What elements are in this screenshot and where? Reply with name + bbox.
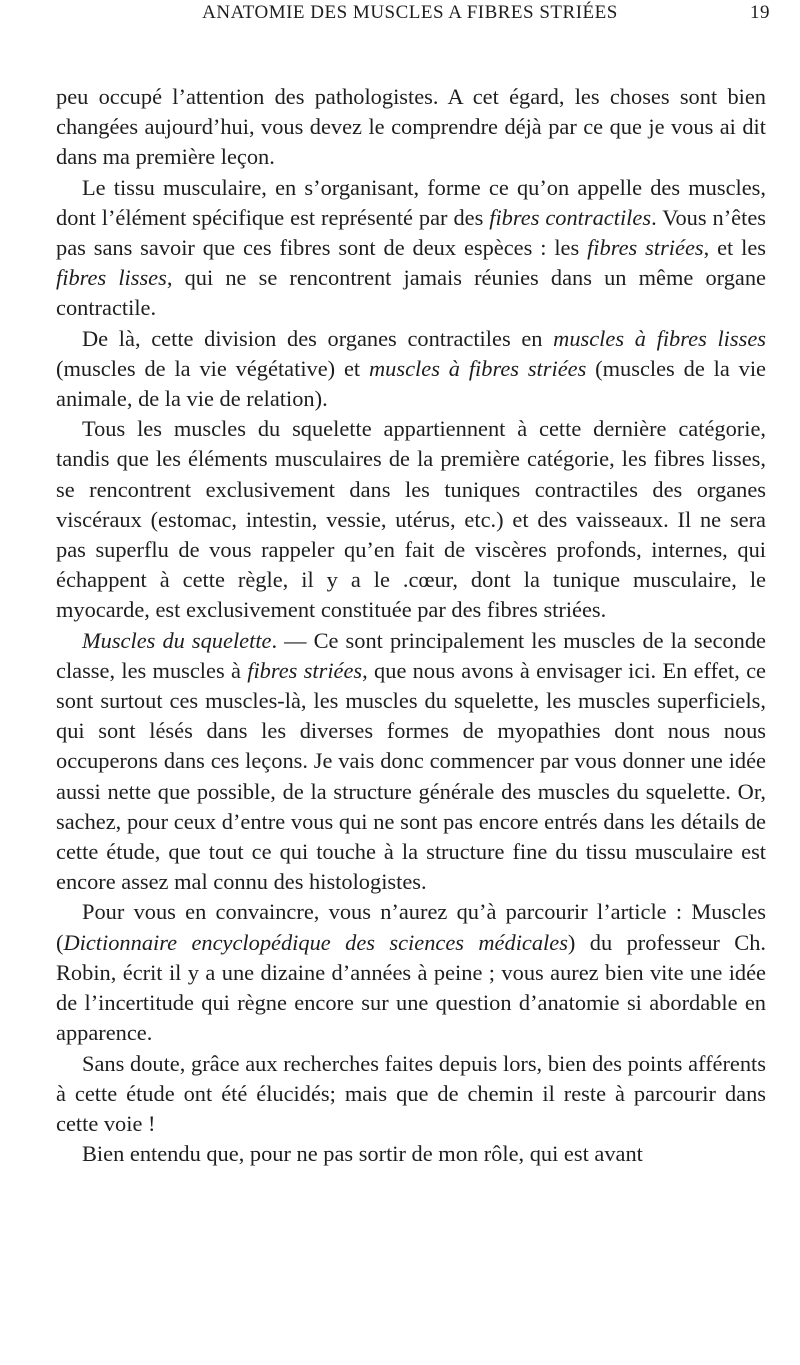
- paragraph: [56, 897, 766, 1048]
- page-number: 19: [750, 2, 770, 23]
- text-run: (muscles de la vie végétative) et: [56, 355, 370, 381]
- body-text: [56, 82, 766, 1169]
- text-run: Bien entendu que, pour ne pas sortir de mon rôle, qui est avant: [82, 1141, 643, 1167]
- text-run: . Vous n’êtes pas sans savoir que ces fibres sont de deux espèces : les: [56, 204, 766, 261]
- text-run: , et les: [703, 235, 766, 261]
- italic-text: fibres striées: [247, 657, 363, 683]
- text-run: De là, cette division des organes contractiles en: [82, 325, 554, 351]
- text-run: , que nous avons à envisager ici. En effet, ce sont surtout ces muscles-là, les muscles du squelette, les muscles superficiels, qui sont lésés dans les diverses formes de myopathies dont nous nous occuperons dans ces leçons. Je vais donc commencer par vous donner une idée aussi nette que possible, de la structure générale des muscles du squelette. Or, sachez, pour ceux d’entre vous qui ne sont pas encore entrés dans les détails de cette étude, que tout ce qui touche à la structure fine du tissu musculaire est encore assez mal connu des histologistes.: [56, 657, 766, 895]
- text-run: (muscles de la vie animale, de la vie de relation).: [56, 355, 766, 412]
- running-header: [50, 2, 770, 32]
- italic-text: fibres contractiles: [489, 204, 652, 230]
- text-run: , qui ne se rencontrent jamais réunies dans un même organe contractile.: [56, 265, 766, 321]
- italic-text: Muscles du squelette: [82, 627, 272, 653]
- paragraph: [56, 324, 766, 415]
- italic-text: muscles à fibres striées: [369, 355, 587, 381]
- text-run: Pour vous en convaincre, vous n’aurez qu’à parcourir l’article : Muscles (: [56, 899, 766, 955]
- italic-text: fibres lisses: [56, 265, 167, 291]
- text-run: peu occupé l’attention des pathologistes. A cet égard, les choses sont bien changées aujourd’hui, vous devez le comprendre déjà par ce que je vous ai dit dans ma première leçon.: [56, 84, 766, 170]
- text-run: Sans doute, grâce aux recherches faites depuis lors, bien des points afférents à cette étude ont été élucidés; mais que de chemin il reste à parcourir dans cette voie !: [56, 1050, 766, 1136]
- paragraph: [56, 414, 766, 625]
- italic-text: muscles à fibres lisses: [553, 325, 766, 351]
- italic-text: fibres striées: [587, 235, 704, 261]
- text-run: Tous les muscles du squelette appartiennent à cette dernière catégorie, tandis que les éléments musculaires de la première catégorie, les fibres lisses, se rencontrent exclusivement dans les tuniques contractiles des organes viscéraux (estomac, intestin, vessie, utérus, etc.) et des vaisseaux. Il ne sera pas superflu de vous rappeler qu’en fait de viscères profonds, internes, qui échappent à cette règle, il y a le .cœur, dont la tunique musculaire, le myocarde, est exclusivement constituée par des fibres striées.: [56, 416, 766, 623]
- paragraph: [56, 82, 766, 173]
- text-run: . — Ce sont principalement les muscles de la seconde classe, les muscles à: [56, 627, 766, 683]
- paragraph: [56, 626, 766, 898]
- italic-text: Dictionnaire encyclopédique des sciences médicales: [63, 929, 568, 955]
- paragraph: [56, 1139, 766, 1169]
- running-title: ANATOMIE DES MUSCLES A FIBRES STRIÉES: [202, 2, 618, 23]
- paragraph: [56, 1049, 766, 1140]
- paragraph: [56, 173, 766, 324]
- text-run: Le tissu musculaire, en s’organisant, forme ce qu’on appelle des muscles, dont l’élément spécifique est représenté par des: [56, 174, 766, 230]
- text-run: ) du professeur Ch. Robin, écrit il y a une dizaine d’années à peine ; vous aurez bien vite une idée de l’incertitude qui règne encore sur une question d’anatomie si abordable en apparence.: [56, 929, 766, 1046]
